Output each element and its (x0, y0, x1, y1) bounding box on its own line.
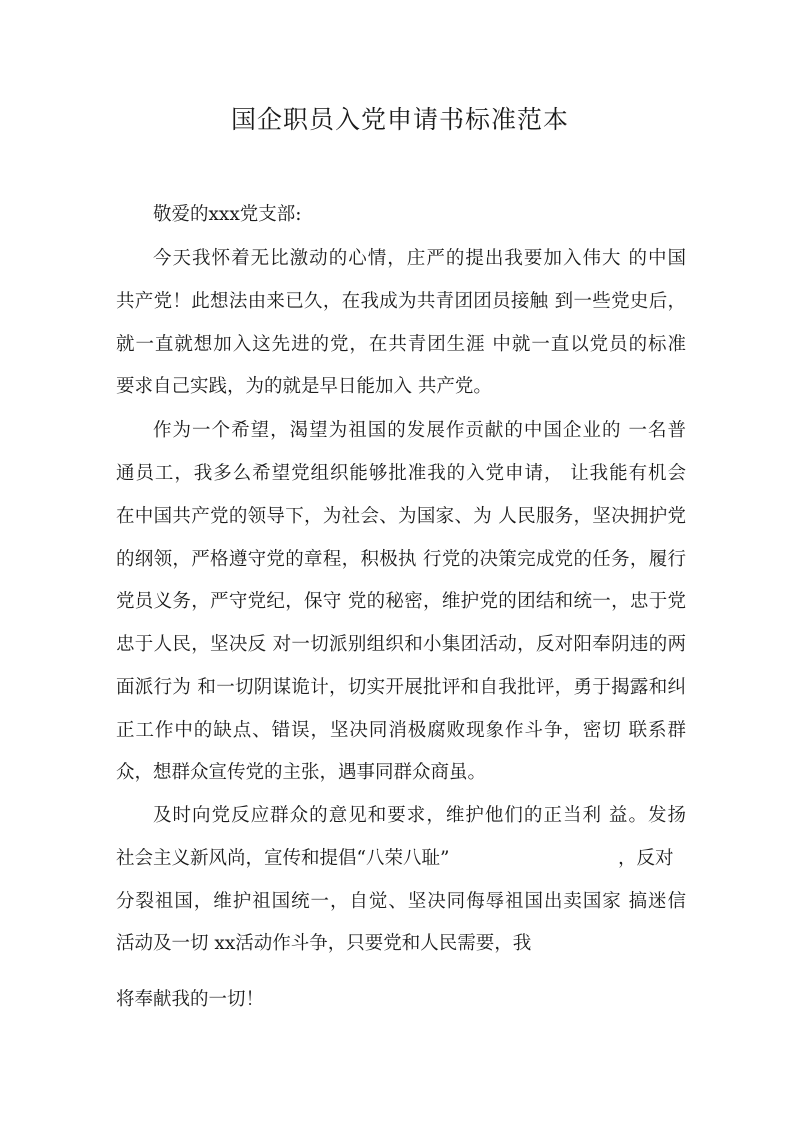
paragraph-line: 今天我怀着无比激动的心情，庄严的提出我要加入伟大 的中国 (153, 248, 686, 269)
closing-line: 将奉献我的一切！ (116, 989, 265, 1010)
paragraph-line: 面派行为 和一切阴谋诡计，切实开展批评和自我批评，勇于揭露和纠 (116, 677, 686, 698)
paragraph-line: 活动及一切 xx活动作斗争，只要党和人民需要，我 (116, 933, 532, 954)
document-title: 国企职员入党申请书标准范本 (230, 105, 569, 134)
paragraph-line: 的纲领，严格遵守党的章程，积极执 行党的决策完成党的任务，履行 (116, 549, 686, 570)
paragraph-line-left: 社会主义新风尚，宣传和提倡“八荣八耻” (116, 848, 450, 869)
paragraph-line: 通员工，我多么希望党组织能够批准我的入党申请， 让我能有机会 (116, 463, 686, 484)
paragraph-line: 分裂祖国，维护祖国统一，自觉、坚决同侮辱祖国出卖国家 搞迷信 (116, 891, 686, 912)
paragraph-line: 及时向党反应群众的意见和要求，维护他们的正当利 益。发扬 (153, 805, 686, 826)
paragraph-line: 众，想群众宣传党的主张，遇事同群众商虽。 (116, 762, 487, 783)
paragraph-line: 正工作中的缺点、错误，坚决同消极腐败现象作斗争，密切 联系群 (116, 720, 686, 741)
paragraph-line: 忠于人民，坚决反 对一切派别组织和小集团活动，反对阳奉阴违的两 (116, 634, 686, 655)
paragraph-line-split (116, 844, 686, 870)
paragraph-line: 作为一个希望，渴望为祖国的发展作贡献的中国企业的 一名普 (153, 420, 686, 441)
paragraph-line: 党员义务，严守党纪，保守 党的秘密，维护党的团结和统一，忠于党 (116, 591, 686, 612)
paragraph-line: 就一直就想加入这先进的党，在共青团生涯 中就一直以党员的标准 (116, 334, 686, 355)
paragraph-line: 共产党！此想法由来已久，在我成为共青团团员接触 到一些党史后， (116, 291, 686, 312)
salutation: 敬爱的xxx党支部: (153, 204, 302, 225)
paragraph-line: 在中国共产党的领导下，为社会、为国家、为 人民服务，坚决拥护党 (116, 506, 686, 527)
paragraph-line: 要求自己实践，为的就是早日能加入 共产党。 (116, 376, 492, 397)
paragraph-line-right: ，反对 (618, 848, 674, 869)
